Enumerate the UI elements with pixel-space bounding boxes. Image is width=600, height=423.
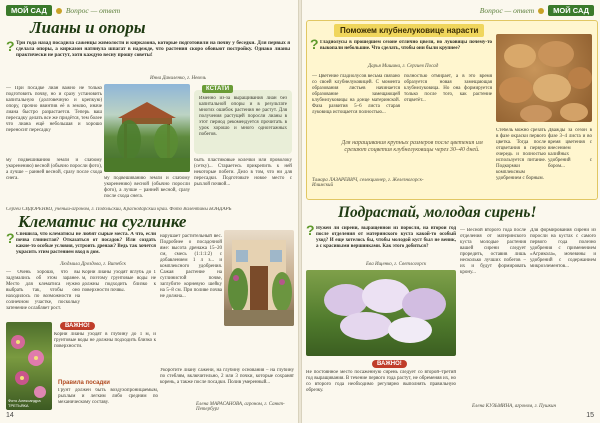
quote-gladiolus: Для наращивания крупных размеров после цветения им срезают соцветия клубнелуковицы через 30–40 дней. (341, 140, 483, 153)
vazhno-label-lilac: ВАЖНО! (372, 360, 407, 368)
vazhno-label-clematis: ВАЖНО! (60, 322, 95, 330)
gladiolus-banner: Поможем клубнелуковице нарасти (334, 24, 484, 37)
rules-label-clematis: Правила посадки (58, 380, 110, 386)
photo-house-entrance (224, 230, 294, 326)
question-text-clematis: Спешила, что клематисы не любят сырые места. А что, если почва глинистая? Отказаться от посадок? Или создать какие-то особые условия, устроить дренаж? Ведь так хочется украсить этим растением вход в дом. (16, 232, 156, 255)
header-brand: МОЙ САД (6, 5, 52, 16)
answer-col2-lilac: — Весной второго года после отделения от материнского куста молодые растения вашей сирени следует проредить, оставив лишь несколько лучших побегов – их и будут формировать крону... (460, 228, 526, 275)
photo-clematis (6, 322, 52, 410)
answer-right-clematis: нарушает растительный вес. Подробнее о посадочной яме: высота дренажа 15–20 см, смесь (1:1:1:2) с добавлением 1 л з... и комплексного удобрения. Сажая растение на суглинистой почве, заглубите корневую шейку на 5–8 см. При поливе почва не должна... (160, 234, 222, 299)
vazhno-text-lilac: Не постоянное место посаженную сирень следует со второй–третий год выращивания. В течение первого года растут, не обременяя их, но со второго года необходимо регулярно выполнять правильную обрезку. (306, 370, 456, 393)
answer-cont-lianas-1: му подвешиванию земли и слабому укоренению) весной (обычно поросли фото), а лучше – ранней весной, сразу после схода снега. (6, 158, 102, 181)
header-brand: МОЙ САД (548, 5, 594, 16)
answer-text-lianas: — При посадке лиан важно не только подготовить почву, но и сразу установить капитальную (долговечную и крепкую) опору, прочно ввинтив её в землю, иначе лиана быстро разрастается. Теперь ваш пересадку делать все же придётся, тем более что лиана ещё небольшая и хорошо переносит пересадку (6, 86, 102, 133)
photo-corms (496, 34, 592, 122)
article-title-clematis: Клематис на суглинке (18, 212, 187, 231)
question-mark-icon: ? (6, 38, 15, 54)
photo-credit-clematis: Фото Александра ТРЕТЬЯКА (8, 398, 41, 408)
vazhno-text-clematis: Корни лианы уходят в глубину до 1 м, и грунтовые воды не должны подходить близко к поверхности. (54, 332, 156, 349)
page-number-left: 14 (6, 412, 14, 419)
clematis-flowers (6, 322, 52, 410)
gazebo-illustration (104, 84, 190, 172)
article-title-lianas: Лианы и опоры (30, 18, 146, 37)
kstati-text: Именно из-за выращивания лиан без капитальной опоры и в результате многих ошибок растения не растут. Для получения растущей поросли лианы в этот период рекомендуется прочитать в урок хорошо и много одноэтажных побегов. (199, 96, 287, 137)
signature-clematis: Елена МАРАСАНОВА, агроном, г. Санкт-Петербург (196, 402, 285, 412)
answer-far-gladiolus: Дважды за сезон в фазе 3–4 листа и во время цветения с внесением калийных удобрений с бором... (548, 128, 592, 169)
house-illustration (224, 230, 294, 326)
header-dot-icon (56, 8, 62, 14)
answer-right2-clematis: Укоротите лиану сажени, на глубину основания – на глубину по стеблям, включительно, 2 или 3 почки, которые сохранят корень, а также после посадки. Полив умеренный... (160, 368, 294, 385)
question-text-lilac: Нужен ли сирени, выращенной из поросли, на второй год после отделения от материнского куста какой-то особый уход? И еще хотелось бы, чтобы молодой куст был не веник, а с красивыми вершинками. Как этого добиться? (316, 226, 456, 249)
left-page (0, 0, 298, 423)
question-text-gladiolus: Гладиолусы в прошедшем сезоне отлично цвели, но луковицы почему-то выкопали небольшие. Что сделать, чтобы они были крупнее? (320, 40, 492, 51)
question-signature-lianas: Инна Даниленко, г. Невель (150, 76, 207, 81)
question-signature-gladiolus: Дарья Мишина, г. Сергиев Посад (368, 64, 439, 69)
answer-bottom-gladiolus: Стебель можно срезать в фазе окраски первого цветка. Тогда после отцветания в первую очередь и полностью используется питание. Подкормки комплексным удобрением с борным. (496, 128, 546, 181)
answer-text-clematis: — Очень хорошо, что вы задумались об этом заранее. Место для клематиса нужно выбрать так, чтобы оно находилось по возможности на солнечном участке, поскольку затенение ослабляет рост. (6, 270, 80, 311)
answer-right-gladiolus: полностью отмирает, а в это время образуется новая замещающая клубнелуковица. Но она формируется только после того, как растение отцветёт... (404, 74, 492, 103)
rules-text-clematis: Грунт должен быть воздухопроницаемым, рыхлым и легким либо средним по механическому составу. (58, 388, 158, 405)
page-number-right: 15 (586, 412, 594, 419)
kstati-box (194, 86, 292, 154)
corms-illustration (496, 34, 592, 122)
article-title-lilac: Подрастай, молодая сирень! (338, 204, 537, 221)
right-page (302, 0, 600, 423)
question-mark-icon: ? (310, 36, 319, 52)
right-header (480, 4, 594, 17)
lilac-illustration (306, 270, 456, 356)
question-signature-clematis: Людмила Дроздова, г. Витебск (60, 262, 126, 267)
answer-mid-clematis: Корни лианы уходят вглубь до 1 м, поэтому грунтовые воды не должны подходить близко к поверхности почвы. (82, 270, 156, 293)
kstati-label: КСТАТИ (202, 85, 233, 93)
answer-left-gladiolus: — Цветение гладиолусов весьма связано со своей клубнелуковицей. С момента образования листьев начинается образование замещающей клубнелуковицы на донце материнской. Фаза развития 5–6 листа старая луковица истощается полностью... (312, 74, 400, 115)
answer-col3-lilac: Для формирования сирени из поросли на кустах с самого первого года полезно удобрения с применением «Агрикола», мочевины и удобрений с содержанием микроэлементов... (530, 228, 596, 269)
header-dot-icon (538, 8, 544, 14)
question-mark-icon: ? (6, 230, 15, 246)
answer-cont-lianas-2: быть пластиковые колечки или проволоку (сетку)... Стараетесь прикрепить к ней некоторые побеги. Дело в том, что ни для пересадки. Подготовьте новое место с рыхлой почвой... (194, 158, 292, 187)
signature-gladiolus: Тамара ЛАЗАРЕВИЧ, селекционер, г. Железногорск-Илимский (312, 178, 424, 188)
header-motto: Вопрос — ответ (65, 6, 121, 15)
photo-gazebo (104, 84, 190, 172)
left-header (6, 4, 120, 17)
signature-lilac: Елена КУЗЬМИНА, агроном, г. Пушкин (472, 404, 556, 409)
question-mark-icon: ? (306, 222, 315, 238)
header-motto: Вопрос — ответ (479, 6, 535, 15)
photo-lilac (306, 270, 456, 356)
question-text-lianas: Три года назад посадила саженцы жимолости и кирказона, которые подготовили на почву у беседки. Для первых я сделала опоры, а кирказон натянула шпагат в надежде, что растения скоро обовьют постройку. Однако лианы практически не растут, хотя каждую весну прошу советы! (16, 40, 290, 58)
answer-cont-lianas-3: му подвешиванию земли и слабому укоренению) весной (обычно поросли фото), а лучше – ранней весной, сразу после схода снега. (104, 176, 190, 199)
question-signature-lilac: Ева Ищенко, г. Светлогорск (366, 262, 427, 267)
signature-lianas: Сергей СИДОРЕНКО, ученый-агроном, г. Подольский, Краснодарский край. Фото Валентины БОНДАРЬ (6, 207, 232, 212)
